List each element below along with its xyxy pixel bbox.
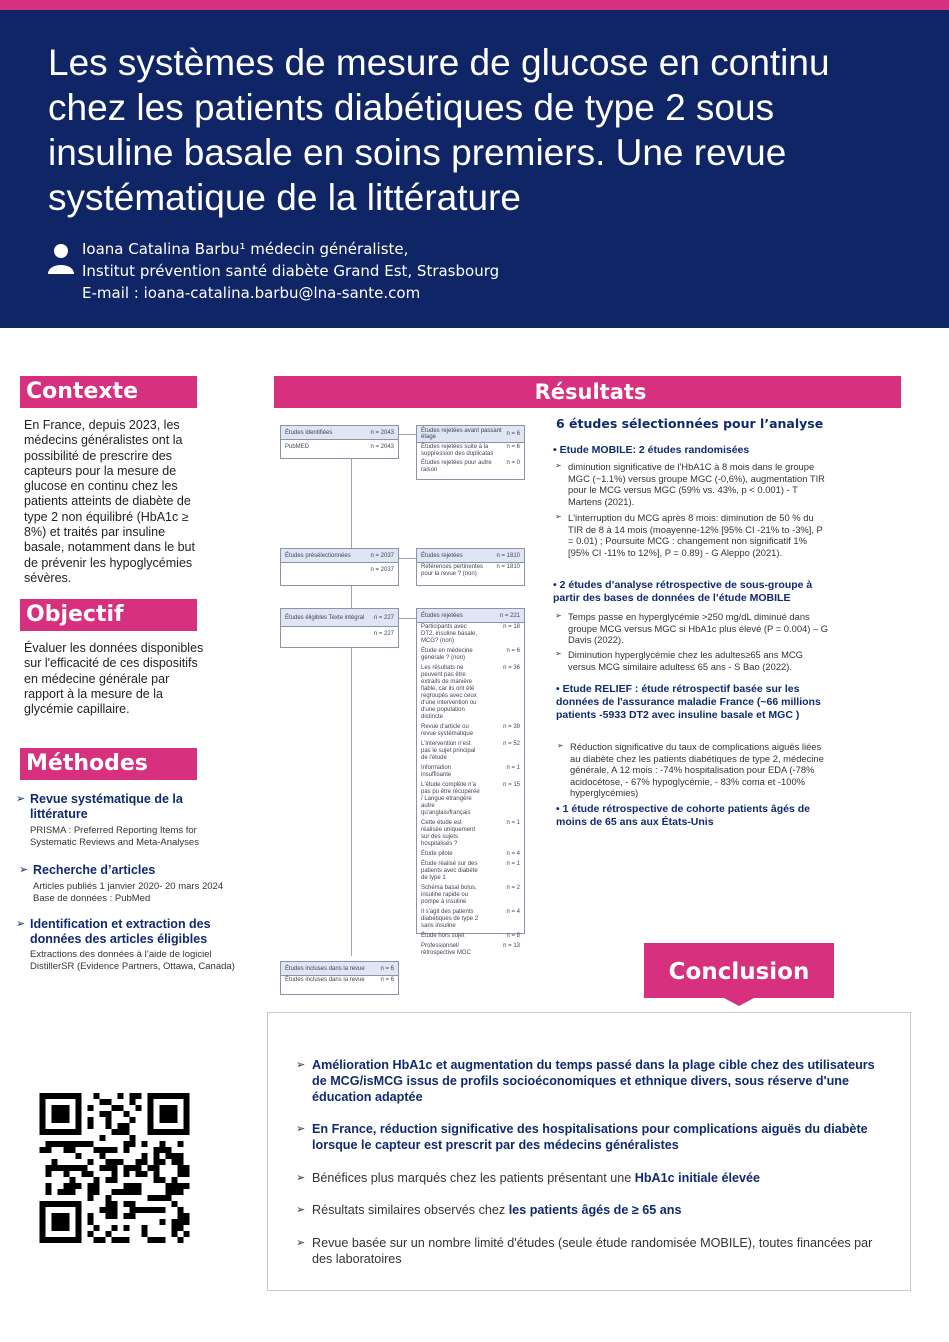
result-mobile-1: diminution significative de l'HbA1C à 8 mois dans le groupe MGC (−1.1%) versus groupe MGC (-0,6%), augmentation TIR pour le MCG versus MGC (59% vs. 43%, p < 0.001) - T Martens (2021).	[568, 461, 825, 507]
methodes-item-sub: Base de données : PubMed	[33, 893, 151, 904]
methodes-heading: Méthodes	[20, 748, 197, 780]
arrow-right-icon: ➢	[557, 741, 564, 750]
result-cohort-title: • 1 étude rétrospective de cohorte patients âgés de moins de 65 ans aux États-Unis	[556, 803, 811, 828]
flow-box-rejected-screening: Études rejetées n = 1810 Références pertinentes pour la revue ? (non) n = 1810	[416, 548, 525, 586]
flow-reject-reason: Étude en médecine générale ? (non) n = 6	[421, 648, 520, 661]
flow-reject-reason: Étude réalisé sur des patients avec diabète de type 1 n = 1	[421, 861, 520, 881]
arrow-right-icon: ➢	[19, 864, 29, 876]
poster-title: Les systèmes de mesure de glucose en continu chez les patients diabétiques de type 2 sous insuline basale en soins premiers. Une revue systématique de la littérature	[48, 42, 830, 218]
author-name: Ioana Catalina Barbu¹ médecin généraliste,	[82, 240, 409, 258]
qr-code[interactable]	[36, 1093, 193, 1243]
arrow-right-icon: ➢	[296, 1204, 306, 1216]
conclusion-item-4: ➢ Résultats similaires observés chez les patients âgés de ≥ 65 ans	[296, 1203, 682, 1217]
methodes-item-title: Recherche d’articles	[33, 863, 156, 877]
methodes-item-extraction	[16, 917, 240, 973]
resultats-subheading: 6 études sélectionnées pour l’analyse	[556, 416, 824, 431]
conclusion-item-1: ➢ Amélioration HbA1c et augmentation du temps passé dans la plage cible chez des utilisateurs de MCG/isMCG issus de profils socioéconomiques et ethnique divers, sous réserve d'une éducation adaptée	[296, 1058, 875, 1104]
flow-reject-reason: Les résultats ne peuvent pas être extraits de manière fiable, car ils ont été regroupés avec ceux d'une intervention ou d'une population distincte n = 36	[421, 665, 520, 720]
flow-reject-reason: Professionnel/ rétrospective MGC n = 13	[421, 943, 520, 956]
flow-box-rejected-fulltext: Études rejetées n = 221 Participants avec DT2, insuline basale, MCG? (non) n = 18 Étude en médecine générale ? (non) n = 6 Les résultats ne peuvent pas être extraits de manière fiable, car ils ont été regroupés avec ceux d'une intervention ou d'une population distincte n = 36 Revue d'article ou revue systématique n = 39 L'intervention n'est pas le sujet principal de l'étude n = 52 Information insuffisante n = 1 L'étude complète n'a pas pu être récupérée / Langue étrangère autre qu'anglais/français n = 15 Cette étude est réalisée uniquement sur des sujets hospitalisés ? n = 1 Étude pilote n = 4 Étude réalisé sur des patients avec diabète de type 1 n = 1 Schéma basal bolus, insuline rapide ou pompe à insuline n = 2 Il s'agit des patients diabétiques de type 2 sans insuline n = 4 Étude hors sujet n = 8 Professionnel/ rétrospective MGC n = 13	[416, 608, 525, 934]
methodes-item-sub: PRISMA : Preferred Reporting Items for Systematic Reviews and Meta-Analyses	[30, 825, 199, 848]
methodes-item-sub: Articles publiés 1 janvier 2020- 20 mars 2024	[33, 881, 224, 892]
arrow-right-icon: ➢	[555, 611, 562, 620]
poster-header	[0, 10, 949, 328]
flow-reject-reason: Schéma basal bolus, insuline rapide ou pompe à insuline n = 2	[421, 885, 520, 905]
conclusion-item-2: ➢ En France, réduction significative des hospitalisations pour complications aiguës du diabète lorsque le capteur est prescrit par des médecins généralistes	[296, 1122, 868, 1152]
top-accent-bar	[0, 0, 949, 10]
contexte-heading: Contexte	[20, 376, 197, 408]
flow-box-eligible: Études éligibles Texte intégral n = 227 n = 227	[280, 608, 399, 648]
arrow-right-icon: ➢	[296, 1237, 306, 1249]
flow-reject-reason: Revue d'article ou revue systématique n = 39	[421, 724, 520, 737]
flow-reject-reason: L'intervention n'est pas le sujet principal de l'étude n = 52	[421, 741, 520, 761]
flow-box-included: Études incluses dans la revue n = 6 Études incluses dans la revue n = 6	[280, 961, 399, 995]
arrow-right-icon: ➢	[555, 512, 562, 521]
arrow-right-icon: ➢	[555, 461, 562, 470]
contexte-text: En France, depuis 2023, les médecins généralistes ont la possibilité de prescrire des capteurs pour la mesure de glucose en continu chez les patients atteints de diabète de type 2 non équilibré (HbA1c ≥ 8%) et traités par insuline basale, notamment dans le but de prévenir les hypoglycémies sévères.	[24, 418, 195, 585]
methodes-item-title: Revue systématique de la littérature	[30, 792, 183, 821]
result-relief-1: Réduction significative du taux de complications aiguës liées au diabète chez les patients diabétiques de type 2, médecine générale, A 12 mois : -74% hospitalisation pour EDA (-78% acidocétose, - 67% hypoglycémie, - 83% coma et -100% hyperglycémies)	[570, 741, 824, 799]
flow-box-rejected-early: Études rejetées avant passant étage n = 6 Études rejetées suite à la suppression des duplicatas n = 6 Études rejetées pour autre raison n = 0	[416, 425, 525, 480]
flow-reject-reason: Étude pilote n = 4	[421, 851, 520, 857]
arrow-right-icon: ➢	[296, 1059, 306, 1071]
result-mobile-2: L'interruption du MCG après 8 mois: diminution de 50 % du TIR de 8 à 14 mois (moayenne-12% [95% CI -21% to -3%], P = 0.01) ; Poursuite MCG : changement non significatif 1% [95% CI -11% to 12%], P = 0.89) - G Aleppo (2021).	[568, 512, 823, 558]
arrow-right-icon: ➢	[16, 793, 26, 805]
person-icon	[46, 242, 76, 276]
flow-reject-reason: L'étude complète n'a pas pu être récupérée / Langue étrangère autre qu'anglais/français n = 15	[421, 782, 520, 816]
flow-reject-reason: Participants avec DT2, insuline basale, MCG? (non) n = 18	[421, 624, 520, 644]
flow-reject-reason: Étude hors sujet n = 8	[421, 933, 520, 939]
conclusion-heading: Conclusion	[668, 959, 810, 985]
objectif-heading: Objectif	[20, 599, 197, 631]
flow-box-preselected: Études présélectionnées n = 2037 n = 2037	[280, 548, 399, 586]
resultats-heading: Résultats	[274, 376, 901, 408]
conclusion-panel	[267, 1012, 911, 1291]
author-block	[82, 238, 499, 304]
result-retro-2: Diminution hyperglycémie chez les adultes≥65 ans MCG versus MCG similaire adultes≤ 65 ans - S Bao (2022).	[568, 649, 803, 672]
objectif-text: Évaluer les données disponibles sur l'efficacité de ces dispositifs en médecine générale par rapport à la mesure de la glycémie capillaire.	[24, 641, 204, 717]
arrow-right-icon: ➢	[16, 918, 26, 930]
methodes-item-recherche	[19, 863, 233, 905]
arrow-right-icon: ➢	[296, 1123, 306, 1135]
methodes-item-sub: Extractions des données à l’aide de logiciel DistillerSR (Evidence Partners, Ottawa, Canada)	[30, 949, 235, 972]
conclusion-item-3: ➢ Bénéfices plus marqués chez les patients présentant une HbA1c initiale élevée	[296, 1171, 761, 1185]
flow-reject-reason: Cette étude est réalisée uniquement sur des sujets hospitalisés ? n = 1	[421, 820, 520, 847]
methodes-item-title: Identification et extraction des données des articles éligibles	[30, 917, 211, 946]
methodes-item-revue	[16, 792, 230, 849]
result-retro-title: • 2 études d’analyse rétrospective de sous-groupe à partir des bases de données de l’étude MOBILE	[553, 579, 813, 604]
flow-reject-reason: Il s'agit des patients diabétiques de type 2 sans insuline n = 4	[421, 909, 520, 929]
arrow-right-icon: ➢	[555, 649, 562, 658]
arrow-right-icon: ➢	[296, 1172, 306, 1184]
flow-box-identified: Études identifiées n = 2043 PubMED n = 2043	[280, 425, 399, 459]
result-mobile-title: • Etude MOBILE: 2 études randomisées	[553, 444, 750, 456]
conclusion-item-5: ➢ Revue basée sur un nombre limité d'études (seule étude randomisée MOBILE), toutes financées par des laboratoires	[296, 1236, 873, 1266]
author-institution: Institut prévention santé diabète Grand Est, Strasbourg	[82, 262, 500, 280]
flow-reject-reason: Information insuffisante n = 1	[421, 765, 520, 778]
result-retro-1: Temps passe en hyperglycémie >250 mg/dL diminué dans groupe MCG versus MGC si HbA1c plus élevé (P = 0.004) – G Davis (2022).	[568, 611, 829, 646]
result-relief-title: • Etude RELIEF : étude rétrospectif basée sur les données de l'assurance maladie France (~66 millions patients -5933 DT2 avec insuline basale et MGC )	[556, 683, 821, 721]
author-email: E-mail : ioana-catalina.barbu@lna-sante.com	[82, 284, 421, 302]
